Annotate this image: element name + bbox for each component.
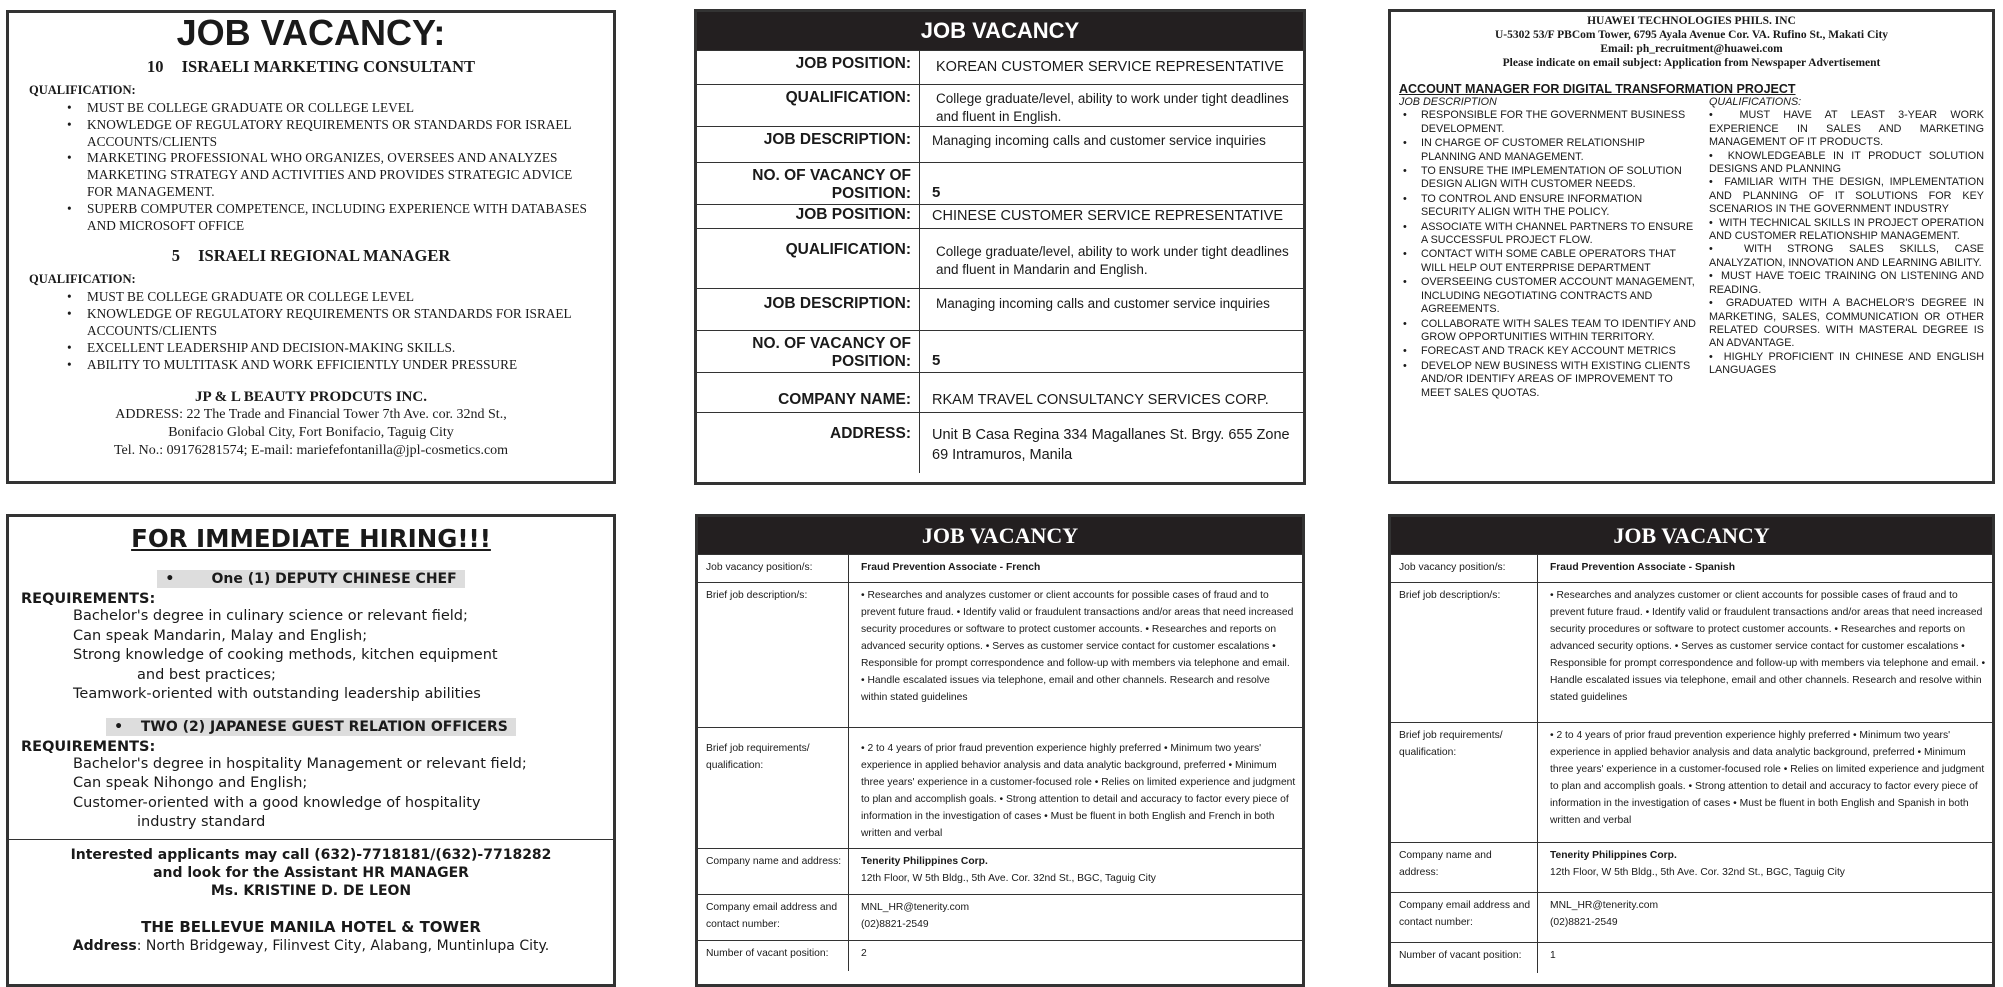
ad4-pos2-line: Can speak Nihongo and English; bbox=[73, 775, 308, 791]
table-row bbox=[697, 85, 1303, 127]
ad3-qualifications-list bbox=[1709, 109, 1984, 377]
list-item: • KNOWLEDGE OF REGULATORY REQUIREMENTS OR STANDARDS FOR ISRAEL ACCOUNTS/CLIENTS bbox=[29, 306, 593, 340]
table-row bbox=[697, 205, 1303, 229]
list-item: • SUPERB COMPUTER COMPETENCE, INCLUDING EXPERIENCE WITH DATABASES AND MICROSOFT OFFICE bbox=[29, 201, 593, 235]
row-value: • 2 to 4 years of prior fraud prevention experience highly preferred • Minimum two years' experience in applied behavior analysis and data analytic background, preferred • Minimum three years' experience in a customer-focused role • Relies on limited experience and judgment to plan and accomplish goals. • Strong attention to detail and accuracy to factor every piece of information in the investigation of cases • Must be fluent in both English and Spanish in both written and verbal bbox=[1538, 723, 1993, 843]
list-item: • KNOWLEDGEABLE IN IT PRODUCT SOLUTION DESIGNS AND PLANNING bbox=[1709, 150, 1984, 177]
ad4-requirements-label: REQUIREMENTS: bbox=[21, 591, 156, 607]
ad6-heading: JOB VACANCY bbox=[1391, 517, 1992, 554]
row-label: JOB DESCRIPTION: bbox=[697, 289, 920, 331]
list-item: • ASSOCIATE WITH CHANNEL PARTNERS TO ENSURE A SUCCESSFUL PROJECT FLOW. bbox=[1399, 221, 1699, 248]
ad1-position-1-title: ISRAELI MARKETING CONSULTANT bbox=[181, 57, 476, 76]
ad3-subject-note: Please indicate on email subject: Application from Newspaper Advertisement bbox=[1502, 57, 1881, 69]
row-label: Brief job description/s: bbox=[1391, 583, 1538, 723]
row-value: Unit B Casa Regina 334 Magallanes St. Brgy. 655 Zone 69 Intramuros, Manila bbox=[920, 413, 1304, 473]
list-item: • TO ENSURE THE IMPLEMENTATION OF SOLUTION DESIGN ALIGN WITH CUSTOMER NEEDS. bbox=[1399, 165, 1699, 192]
ad4-heading: FOR IMMEDIATE HIRING!!! bbox=[131, 524, 491, 553]
list-item: • COLLABORATE WITH SALES TEAM TO IDENTIFY AND GROW OPPORTUNITIES WITHIN TERRITORY. bbox=[1399, 318, 1699, 345]
ad3-qualifications-label: QUALIFICATIONS: bbox=[1709, 96, 1802, 108]
list-item: • ABILITY TO MULTITASK AND WORK EFFICIENTLY UNDER PRESSURE bbox=[29, 357, 593, 374]
ad-jpl-beauty bbox=[6, 10, 616, 484]
table-row bbox=[697, 289, 1303, 331]
list-item: • WITH TECHNICAL SKILLS IN PROJECT OPERATION AND CUSTOMER RELATIONSHIP MANAGEMENT. bbox=[1709, 217, 1984, 244]
table-row bbox=[1391, 943, 1992, 973]
ad-huawei bbox=[1388, 9, 1995, 484]
ad1-qualification-list-1 bbox=[29, 100, 593, 234]
row-value: • 2 to 4 years of prior fraud prevention experience highly preferred • Minimum two years' experience in applied behavior analysis and data analytic background, preferred • Minimum three years' experience in a customer-focused role • Relies on limited experience and judgment to plan and accomplish goals. • Strong attention to detail and accuracy to factor every piece of information in the investigation of cases • Must be fluent in both English and French in both written and verbal bbox=[849, 728, 1303, 849]
list-item: • EXCELLENT LEADERSHIP AND DECISION-MAKING SKILLS. bbox=[29, 340, 593, 357]
row-label: Job vacancy position/s: bbox=[698, 555, 849, 583]
table-row bbox=[697, 373, 1303, 413]
row-value: College graduate/level, ability to work under tight deadlines and fluent in English. bbox=[920, 85, 1304, 127]
row-value: 1 bbox=[1538, 943, 1993, 973]
table-row bbox=[698, 555, 1302, 583]
ad1-position-2-title: ISRAELI REGIONAL MANAGER bbox=[198, 246, 451, 266]
table-row bbox=[698, 941, 1302, 971]
row-value: Managing incoming calls and customer service inquiries bbox=[920, 127, 1304, 163]
row-value: 5 bbox=[920, 331, 1304, 373]
ad5-table bbox=[698, 554, 1302, 971]
row-label: NO. OF VACANCY OF POSITION: bbox=[697, 331, 920, 373]
ad4-hotel-name: THE BELLEVUE MANILA HOTEL & TOWER bbox=[141, 917, 481, 936]
ad3-description-list bbox=[1399, 109, 1699, 400]
table-row bbox=[697, 127, 1303, 163]
ad4-pos1-line: Strong knowledge of cooking methods, kitchen equipment bbox=[73, 647, 498, 663]
table-row bbox=[697, 163, 1303, 205]
row-label: JOB DESCRIPTION: bbox=[697, 127, 920, 163]
company-phone: (02)8821-2549 bbox=[861, 919, 929, 930]
ad4-position-1 bbox=[9, 571, 613, 587]
row-label: Number of vacant position: bbox=[1391, 943, 1538, 973]
ad4-pos2-line: Bachelor's degree in hospitality Management or relevant field; bbox=[73, 755, 527, 772]
table-row bbox=[1391, 893, 1992, 943]
ad1-address-line1: ADDRESS: 22 The Trade and Financial Tower 7th Ave. cor. 32nd St., bbox=[115, 407, 507, 423]
row-label: Job vacancy position/s: bbox=[1391, 555, 1538, 583]
ad4-pos2-line: industry standard bbox=[137, 814, 266, 830]
ad-tenerity-french bbox=[695, 514, 1305, 987]
list-item: • WITH STRONG SALES SKILLS, CASE ANALYZATION, INNOVATION AND LEARNING ABILITY. bbox=[1709, 243, 1984, 270]
row-label: Company email address and contact number: bbox=[1391, 893, 1538, 943]
row-value: Fraud Prevention Associate - Spanish bbox=[1538, 555, 1993, 583]
ad1-position-2 bbox=[29, 246, 593, 266]
list-item: • OVERSEEING CUSTOMER ACCOUNT MANAGEMENT, INCLUDING NEGOTIATING CONTRACTS AND AGREEMENTS. bbox=[1399, 276, 1699, 316]
ad3-columns bbox=[1399, 96, 1984, 401]
ad4-pos1-line: and best practices; bbox=[137, 666, 276, 683]
ad3-email: Email: ph_recruitment@huawei.com bbox=[1600, 43, 1783, 55]
row-value: • Researches and analyzes customer or client accounts for possible cases of fraud and to prevent future fraud. • Identify valid or fraudulent transactions and/or areas that need increased security procedures or software to protect customer accounts. • Researches and reports on advanced security options. • Serves as customer service contact for customer escalations • Responsible for prompt correspondence and follow-up with members via telephone and email. • Handle escalated issues via telephone, email and other channels. Research and resolve within stated guidelines bbox=[849, 583, 1303, 728]
table-row bbox=[698, 728, 1302, 849]
row-label: Brief job requirements/ qualification: bbox=[698, 728, 849, 849]
table-row bbox=[697, 413, 1303, 473]
company-address: 12th Floor, W 5th Bldg., 5th Ave. Cor. 32nd St., BGC, Taguig City bbox=[1550, 867, 1845, 878]
table-row bbox=[1391, 843, 1992, 893]
ad6-table bbox=[1391, 554, 1992, 973]
table-row bbox=[697, 51, 1303, 85]
ad1-contact: Tel. No.: 09176281574; E-mail: mariefefontanilla@jpl-cosmetics.com bbox=[113, 443, 509, 459]
list-item: • FORECAST AND TRACK KEY ACCOUNT METRICS bbox=[1399, 345, 1699, 358]
row-value: 5 bbox=[920, 163, 1304, 205]
table-row bbox=[698, 849, 1302, 895]
ad1-qualification-label: QUALIFICATION: bbox=[29, 272, 136, 287]
row-value: College graduate/level, ability to work under tight deadlines and fluent in Mandarin and English. bbox=[920, 229, 1304, 289]
row-value bbox=[1538, 893, 1993, 943]
list-item: • RESPONSIBLE FOR THE GOVERNMENT BUSINESS DEVELOPMENT. bbox=[1399, 109, 1699, 136]
row-value: RKAM TRAVEL CONSULTANCY SERVICES CORP. bbox=[920, 373, 1304, 413]
row-value bbox=[849, 849, 1303, 895]
ad4-pos1-line: Can speak Mandarin, Malay and English; bbox=[73, 627, 368, 644]
row-label: Brief job requirements/ qualification: bbox=[1391, 723, 1538, 843]
ad1-address-line2: Bonifacio Global City, Fort Bonifacio, Taguig City bbox=[168, 425, 454, 441]
list-item: • HIGHLY PROFICIENT IN CHINESE AND ENGLISH LANGUAGES bbox=[1709, 351, 1984, 378]
row-value: Fraud Prevention Associate - French bbox=[849, 555, 1303, 583]
list-item: • GRADUATED WITH A BACHELOR'S DEGREE IN MARKETING, SALES, COMMUNICATION OR OTHER RELATED COURSES. WITH MASTERAL DEGREE IS AN ADVANTAGE. bbox=[1709, 297, 1984, 351]
ad1-heading: JOB VACANCY: bbox=[176, 12, 446, 53]
row-value bbox=[1538, 843, 1993, 893]
ad1-company-name: JP & L BEAUTY PRODCUTS INC. bbox=[195, 389, 427, 406]
row-label: Number of vacant position: bbox=[698, 941, 849, 971]
ad-tenerity-spanish bbox=[1388, 514, 1995, 987]
table-row bbox=[697, 229, 1303, 289]
bullet-icon: • bbox=[161, 570, 207, 588]
ad4-pos2-line: Customer-oriented with a good knowledge of hospitality bbox=[73, 794, 481, 811]
ad4-address-label: Address bbox=[72, 937, 137, 954]
list-item: • MUST BE COLLEGE GRADUATE OR COLLEGE LEVEL bbox=[29, 289, 593, 306]
ad4-position-2-title: TWO (2) JAPANESE GUEST RELATION OFFICERS bbox=[137, 718, 512, 736]
row-label: Brief job description/s: bbox=[698, 583, 849, 728]
company-email: MNL_HR@tenerity.com bbox=[1550, 900, 1659, 911]
ad2-table bbox=[697, 50, 1303, 473]
row-value: • Researches and analyzes customer or client accounts for possible cases of fraud and to prevent future fraud. • Identify valid or fraudulent transactions and/or areas that need increased security procedures or software to protect customer accounts. • Researches and reports on advanced security options. • Serves as customer service contact for customer escalations • Responsible for prompt correspondence and follow-up with members via telephone and email. • Handle escalated issues via telephone, email and other channels. Research and resolve within stated guidelines bbox=[1538, 583, 1993, 723]
row-label: QUALIFICATION: bbox=[697, 85, 920, 127]
table-row bbox=[1391, 583, 1992, 723]
company-email: MNL_HR@tenerity.com bbox=[861, 902, 970, 913]
ad4-pos1-line: Teamwork-oriented with outstanding leadership abilities bbox=[73, 686, 481, 702]
ad1-position-1 bbox=[29, 57, 593, 77]
ad4-position-1-title: One (1) DEPUTY CHINESE CHEF bbox=[208, 570, 461, 588]
row-value: Managing incoming calls and customer service inquiries bbox=[920, 289, 1304, 331]
row-label: JOB POSITION: bbox=[697, 51, 920, 85]
bullet-icon: • bbox=[110, 718, 137, 736]
ad4-position-2 bbox=[9, 719, 613, 735]
ad2-heading: JOB VACANCY bbox=[697, 12, 1303, 50]
ad5-heading: JOB VACANCY bbox=[698, 517, 1302, 554]
row-label: Company email address and contact number: bbox=[698, 895, 849, 941]
row-label: ADDRESS: bbox=[697, 413, 920, 473]
row-label: COMPANY NAME: bbox=[697, 373, 920, 413]
row-label: QUALIFICATION: bbox=[697, 229, 920, 289]
company-name: Tenerity Philippines Corp. bbox=[1550, 850, 1677, 861]
list-item: • FAMILIAR WITH THE DESIGN, IMPLEMENTATION AND PLANNING OF IT SOLUTIONS FOR KEY SCENARIOS IN THE GOVERNMENT INDUSTRY bbox=[1709, 176, 1984, 216]
ad3-position-title: ACCOUNT MANAGER FOR DIGITAL TRANSFORMATION PROJECT bbox=[1399, 82, 1796, 96]
table-row bbox=[698, 583, 1302, 728]
ad1-position-2-count: 5 bbox=[171, 246, 180, 266]
table-row bbox=[1391, 555, 1992, 583]
ad4-address bbox=[9, 938, 613, 954]
company-name: Tenerity Philippines Corp. bbox=[861, 856, 988, 867]
list-item: • KNOWLEDGE OF REGULATORY REQUIREMENTS OR STANDARDS FOR ISRAEL ACCOUNTS/CLIENTS bbox=[29, 117, 593, 151]
ad3-address: U-5302 53/F PBCom Tower, 6795 Ayala Avenue Cor. VA. Rufino St., Makati City bbox=[1494, 29, 1889, 41]
row-value: KOREAN CUSTOMER SERVICE REPRESENTATIVE bbox=[920, 51, 1304, 85]
list-item: • DEVELOP NEW BUSINESS WITH EXISTING CLIENTS AND/OR IDENTIFY AREAS OF IMPROVEMENT TO MEET SALES QUOTAS. bbox=[1399, 360, 1699, 400]
ad-bellevue-hotel bbox=[6, 514, 616, 987]
list-item: • MARKETING PROFESSIONAL WHO ORGANIZES, OVERSEES AND ANALYZES MARKETING STRATEGY AND ACTIVITIES AND PROVIDES STRATEGIC ADVICE FOR MANAGEMENT. bbox=[29, 150, 593, 200]
row-value bbox=[849, 895, 1303, 941]
ad3-description-column bbox=[1399, 96, 1699, 401]
company-phone: (02)8821-2549 bbox=[1550, 917, 1618, 928]
ad1-qualification-list-2 bbox=[29, 289, 593, 373]
ad3-qualifications-column bbox=[1709, 96, 1984, 401]
ad3-company: HUAWEI TECHNOLOGIES PHILS. INC bbox=[1587, 15, 1796, 27]
ad4-contact bbox=[9, 839, 613, 900]
list-item: • TO CONTROL AND ENSURE INFORMATION SECURITY ALIGN WITH THE POLICY. bbox=[1399, 193, 1699, 220]
table-row bbox=[697, 331, 1303, 373]
list-item: • MUST HAVE AT LEAST 3-YEAR WORK EXPERIENCE IN SALES AND MARKETING MANAGEMENT OF IT PRODUCTS. bbox=[1709, 109, 1984, 149]
row-label: JOB POSITION: bbox=[697, 205, 920, 229]
row-label: NO. OF VACANCY OF POSITION: bbox=[697, 163, 920, 205]
ad4-contact-line1: Interested applicants may call (632)-7718181/(632)-7718282 bbox=[70, 846, 552, 863]
ad1-qualification-label: QUALIFICATION: bbox=[29, 83, 136, 97]
ad4-address-value: : North Bridgeway, Filinvest City, Alabang, Muntinlupa City. bbox=[136, 937, 550, 954]
company-address: 12th Floor, W 5th Bldg., 5th Ave. Cor. 32nd St., BGC, Taguig City bbox=[861, 873, 1156, 884]
ad4-contact-line2: and look for the Assistant HR MANAGER bbox=[153, 864, 469, 881]
list-item: • CONTACT WITH SOME CABLE OPERATORS THAT WILL HELP OUT ENTERPRISE DEPARTMENT bbox=[1399, 248, 1699, 275]
row-value: CHINESE CUSTOMER SERVICE REPRESENTATIVE bbox=[920, 205, 1304, 229]
ad4-requirements-label: REQUIREMENTS: bbox=[21, 738, 156, 755]
list-item: • MUST BE COLLEGE GRADUATE OR COLLEGE LEVEL bbox=[29, 100, 593, 117]
table-row bbox=[1391, 723, 1992, 843]
ad-rkam-travel bbox=[694, 9, 1306, 485]
ad4-contact-line3: Ms. KRISTINE D. DE LEON bbox=[210, 882, 412, 899]
ad1-position-1-count: 10 bbox=[146, 57, 164, 76]
list-item: • MUST HAVE TOEIC TRAINING ON LISTENING AND READING. bbox=[1709, 270, 1984, 297]
row-value: 2 bbox=[849, 941, 1303, 971]
ad4-pos1-line: Bachelor's degree in culinary science or relevant field; bbox=[73, 608, 468, 624]
row-label: Company name and address: bbox=[1391, 843, 1538, 893]
table-row bbox=[698, 895, 1302, 941]
ad3-description-label: JOB DESCRIPTION bbox=[1399, 96, 1497, 108]
row-label: Company name and address: bbox=[698, 849, 849, 895]
list-item: • IN CHARGE OF CUSTOMER RELATIONSHIP PLANNING AND MANAGEMENT. bbox=[1399, 137, 1699, 164]
